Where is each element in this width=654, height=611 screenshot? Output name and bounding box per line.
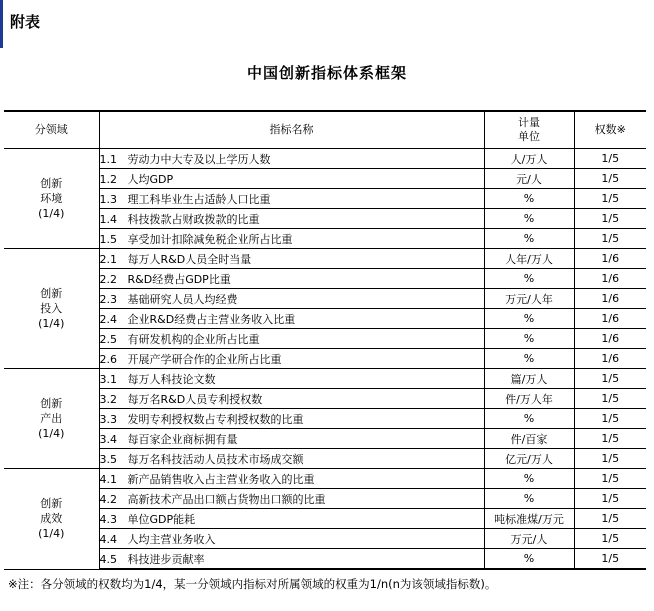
indicator-cell <box>99 369 484 389</box>
unit-cell: % <box>484 349 574 369</box>
indicator-cell <box>99 309 484 329</box>
indicator-name: 开展产学研合作的企业所占比重 <box>127 352 282 366</box>
indicator-name: 企业R&D经费占主营业务收入比重 <box>127 312 296 326</box>
indicator-cell <box>99 429 484 449</box>
indicator-name: 劳动力中大专及以上学历人数 <box>127 152 271 166</box>
unit-cell: 元/人 <box>484 169 574 189</box>
indicator-code: 1.5 <box>99 232 117 246</box>
indicator-name: 享受加计扣除减免税企业所占比重 <box>127 232 293 246</box>
indicator-cell <box>99 349 484 369</box>
indicator-code: 2.1 <box>99 252 117 266</box>
weight-cell: 1/5 <box>574 489 646 509</box>
indicator-code: 3.3 <box>99 412 117 426</box>
unit-cell: 万元/人年 <box>484 289 574 309</box>
indicator-cell <box>99 149 484 169</box>
weight-cell: 1/6 <box>574 249 646 269</box>
weight-cell: 1/6 <box>574 329 646 349</box>
table-header-row <box>4 111 646 149</box>
indicator-name: 有研发机构的企业所占比重 <box>127 332 260 346</box>
unit-cell: 件/百家 <box>484 429 574 449</box>
table-row <box>4 429 646 449</box>
indicator-name: 人均主营业务收入 <box>127 532 216 546</box>
indicator-code: 2.3 <box>99 292 117 306</box>
indicator-cell <box>99 209 484 229</box>
indicator-code: 2.2 <box>99 272 117 286</box>
weight-cell: 1/5 <box>574 389 646 409</box>
indicator-code: 4.5 <box>99 552 117 566</box>
indicator-code: 2.6 <box>99 352 117 366</box>
weight-cell: 1/5 <box>574 189 646 209</box>
indicator-cell <box>99 489 484 509</box>
indicator-code: 1.4 <box>99 212 117 226</box>
indicator-name: 高新技术产品出口额占货物出口额的比重 <box>127 492 326 506</box>
domain-name-line1: 创新 <box>40 287 63 300</box>
table-row <box>4 409 646 429</box>
table-row <box>4 149 646 169</box>
header-unit-line2: 单位 <box>518 130 540 143</box>
domain-cell <box>4 249 99 369</box>
header-domain: 分领域 <box>4 111 99 149</box>
unit-cell: % <box>484 309 574 329</box>
table-title: 中国创新指标体系框架 <box>246 64 407 82</box>
table-row <box>4 449 646 469</box>
indicator-code: 2.4 <box>99 312 117 326</box>
weight-cell: 1/5 <box>574 169 646 189</box>
domain-cell <box>4 369 99 469</box>
table-row <box>4 269 646 289</box>
unit-cell: % <box>484 229 574 249</box>
indicator-cell <box>99 229 484 249</box>
weight-cell: 1/5 <box>574 509 646 529</box>
domain-name-line2: 成效 <box>40 512 63 526</box>
unit-cell: % <box>484 469 574 489</box>
indicator-name: 基础研究人员人均经费 <box>127 292 238 306</box>
table-row <box>4 489 646 509</box>
indicator-name: 单位GDP能耗 <box>127 512 196 526</box>
table-row <box>4 309 646 329</box>
indicator-name: 每万人R&D人员全时当量 <box>127 252 252 266</box>
domain-weight: (1/4) <box>38 317 65 330</box>
appendix-label: 附表 <box>10 13 41 31</box>
weight-cell: 1/6 <box>574 309 646 329</box>
domain-cell <box>4 149 99 249</box>
weight-cell: 1/5 <box>574 369 646 389</box>
indicator-code: 1.3 <box>99 192 117 206</box>
weight-cell: 1/5 <box>574 429 646 449</box>
indicator-name: 科技进步贡献率 <box>127 552 205 566</box>
indicator-name: 人均GDP <box>127 172 174 186</box>
unit-cell: 人/万人 <box>484 149 574 169</box>
unit-cell: % <box>484 189 574 209</box>
domain-name-line1: 创新 <box>40 397 63 410</box>
indicator-code: 4.4 <box>99 532 117 546</box>
indicator-code: 3.4 <box>99 432 117 446</box>
table-row <box>4 369 646 389</box>
table-row <box>4 509 646 529</box>
domain-name-line2: 投入 <box>40 302 63 315</box>
indicator-framework-table <box>4 110 646 570</box>
indicator-code: 3.2 <box>99 392 117 406</box>
table-row <box>4 389 646 409</box>
indicator-code: 1.1 <box>99 152 117 166</box>
indicator-code: 1.2 <box>99 172 117 186</box>
indicator-cell <box>99 469 484 489</box>
indicator-code: 2.5 <box>99 332 117 346</box>
indicator-cell <box>99 289 484 309</box>
indicator-name: 每万名科技活动人员技术市场成交额 <box>127 452 304 466</box>
domain-weight: (1/4) <box>38 527 65 541</box>
indicator-cell <box>99 529 484 549</box>
indicator-cell <box>99 169 484 189</box>
weight-cell: 1/5 <box>574 469 646 489</box>
unit-cell: 人年/万人 <box>484 249 574 269</box>
table-row <box>4 469 646 489</box>
indicator-cell <box>99 409 484 429</box>
weight-cell: 1/5 <box>574 549 646 570</box>
table-row <box>4 529 646 549</box>
indicator-code: 4.3 <box>99 512 117 526</box>
weight-cell: 1/5 <box>574 209 646 229</box>
indicator-name: 发明专利授权数占专利授权数的比重 <box>127 412 304 426</box>
indicator-code: 3.1 <box>99 372 117 386</box>
domain-name-line2: 产出 <box>40 412 63 425</box>
unit-cell: 亿元/万人 <box>484 449 574 469</box>
table-row <box>4 549 646 570</box>
indicator-cell <box>99 269 484 289</box>
table-row <box>4 289 646 309</box>
domain-name-line1: 创新 <box>40 497 63 511</box>
domain-cell <box>4 469 99 570</box>
table-row <box>4 189 646 209</box>
unit-cell: % <box>484 269 574 289</box>
table-row <box>4 329 646 349</box>
weight-cell: 1/6 <box>574 349 646 369</box>
table-body <box>4 149 646 570</box>
indicator-code: 3.5 <box>99 452 117 466</box>
indicator-code: 4.1 <box>99 472 117 486</box>
indicator-name: 科技拨款占财政拨款的比重 <box>127 212 260 226</box>
indicator-name: 新产品销售收入占主营业务收入的比重 <box>127 472 315 486</box>
table-row <box>4 209 646 229</box>
indicator-cell <box>99 329 484 349</box>
indicator-cell <box>99 189 484 209</box>
table-row <box>4 249 646 269</box>
unit-cell: % <box>484 489 574 509</box>
footnote: ※注：各分领域的权数均为1/4，某一分领域内指标对所属领域的权重为1/n(n为该领域指标数)。 <box>8 577 497 591</box>
header-weight: 权数※ <box>574 111 646 149</box>
header-indicator: 指标名称 <box>99 111 484 149</box>
unit-cell: 吨标准煤/万元 <box>484 509 574 529</box>
table-row <box>4 229 646 249</box>
indicator-cell <box>99 549 484 570</box>
indicator-name: 每百家企业商标拥有量 <box>127 432 238 446</box>
indicator-cell <box>99 389 484 409</box>
indicator-code: 4.2 <box>99 492 117 506</box>
indicator-cell <box>99 509 484 529</box>
indicator-name: 每万人科技论文数 <box>127 372 216 386</box>
weight-cell: 1/6 <box>574 269 646 289</box>
unit-cell: 万元/人 <box>484 529 574 549</box>
weight-cell: 1/5 <box>574 149 646 169</box>
unit-cell: 件/万人年 <box>484 389 574 409</box>
weight-cell: 1/5 <box>574 529 646 549</box>
weight-cell: 1/5 <box>574 409 646 429</box>
indicator-name: 理工科毕业生占适龄人口比重 <box>127 192 271 206</box>
weight-cell: 1/5 <box>574 229 646 249</box>
weight-cell: 1/5 <box>574 449 646 469</box>
indicator-name: R&D经费占GDP比重 <box>127 272 231 286</box>
unit-cell: 篇/万人 <box>484 369 574 389</box>
domain-name-line1: 创新 <box>40 177 63 190</box>
domain-weight: (1/4) <box>38 427 65 440</box>
weight-cell: 1/6 <box>574 289 646 309</box>
header-unit-line1: 计量 <box>518 116 540 129</box>
domain-weight: (1/4) <box>38 207 65 220</box>
domain-name-line2: 环境 <box>40 192 63 205</box>
indicator-cell <box>99 449 484 469</box>
table-row <box>4 169 646 189</box>
unit-cell: % <box>484 409 574 429</box>
header-unit <box>484 111 574 149</box>
unit-cell: % <box>484 209 574 229</box>
indicator-name: 每万名R&D人员专利授权数 <box>127 392 263 406</box>
table-row <box>4 349 646 369</box>
indicator-cell <box>99 249 484 269</box>
left-accent-bar <box>0 0 3 48</box>
unit-cell: % <box>484 549 574 570</box>
unit-cell: % <box>484 329 574 349</box>
